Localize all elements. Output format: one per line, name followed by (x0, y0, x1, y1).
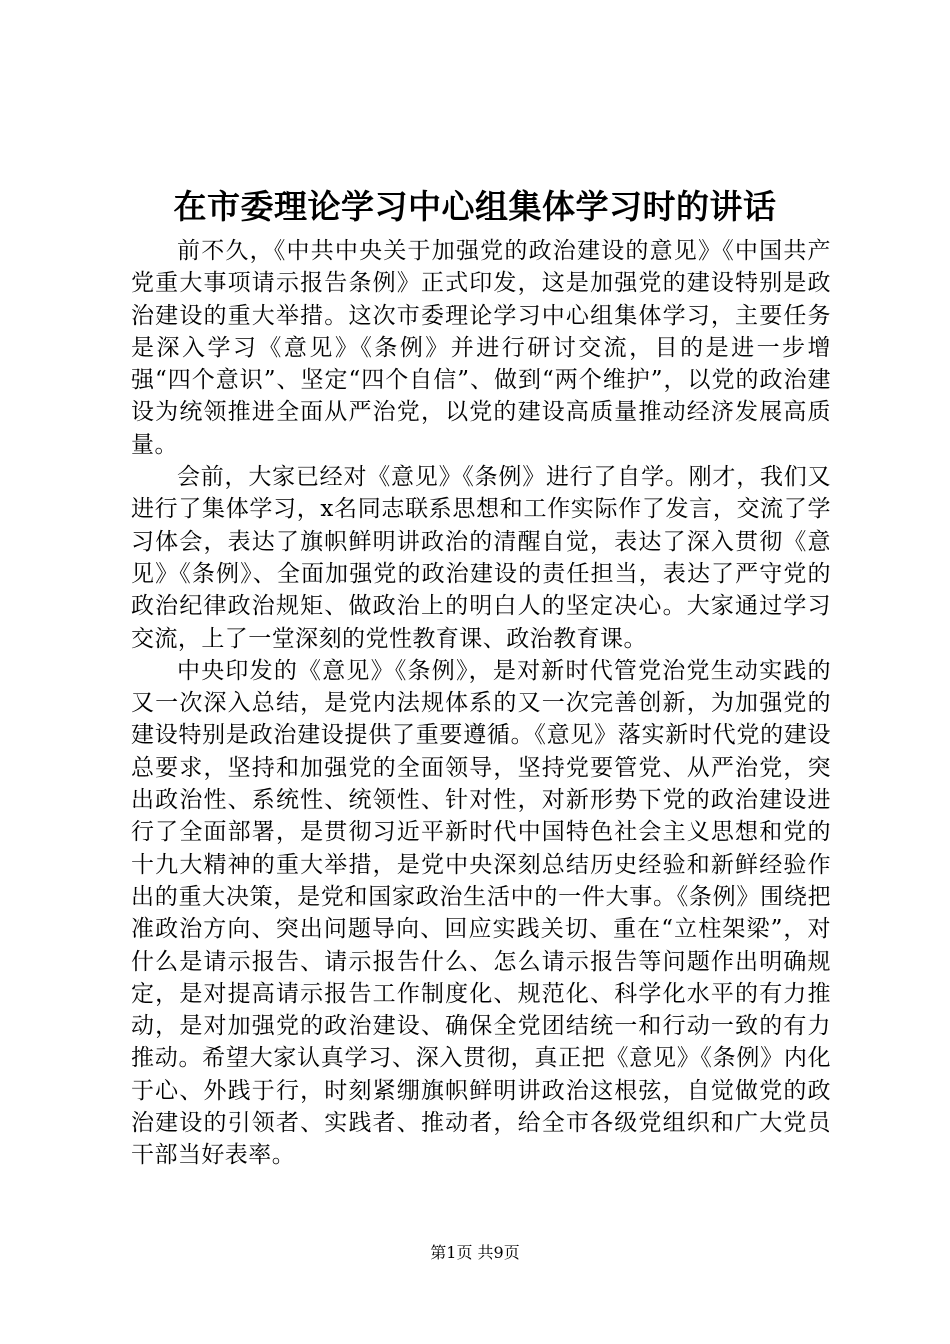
paragraph-2: 会前，大家已经对《意见》《条例》进行了自学。刚才，我们又进行了集体学习，x名同志联系思想和工作实际作了发言，交流了学习体会，表达了旗帜鲜明讲政治的清醒自觉，表达了深入贯彻《意见》《条例》、全面加强党的政治建设的责任担当，表达了严守党的政治纪律政治规矩、做政治上的明白人的坚定决心。大家通过学习交流，上了一堂深刻的党性教育课、政治教育课。 (131, 464, 831, 652)
page-number-footer: 第1页 共9页 (430, 1243, 520, 1262)
document-title: 在市委理论学习中心组集体学习时的讲话 (173, 187, 777, 226)
paragraph-3: 中央印发的《意见》《条例》，是对新时代管党治党生动实践的又一次深入总结，是党内法规体系的又一次完善创新，为加强党的建设特别是政治建设提供了重要遵循。《意见》落实新时代党的建设总要求，坚持和加强党的全面领导，坚持党要管党、从严治党，突出政治性、系统性、统领性、针对性，对新形势下党的政治建设进行了全面部署，是贯彻习近平新时代中国特色社会主义思想和党的十九大精神的重大举措，是党中央深刻总结历史经验和新鲜经验作出的重大决策，是党和国家政治生活中的一件大事。《条例》围绕把准政治方向、突出问题导向、回应实践关切、重在“立柱架梁”，对什么是请示报告、请示报告什么、怎么请示报告等问题作出明确规定，是对提高请示报告工作制度化、规范化、科学化水平的有力推动，是对加强党的政治建设、确保全党团结统一和行动一致的有力推动。希望大家认真学习、深入贯彻，真正把《意见》《条例》内化于心、外践于行，时刻紧绷旗帜鲜明讲政治这根弦，自觉做党的政治建设的引领者、实践者、推动者，给全市各级党组织和广大党员干部当好表率。 (131, 657, 831, 1169)
paragraph-1: 前不久，《中共中央关于加强党的政治建设的意见》《中国共产党重大事项请示报告条例》正式印发，这是加强党的建设特别是政治建设的重大举措。这次市委理论学习中心组集体学习，主要任务是深入学习《意见》《条例》并进行研讨交流，目的是进一步增强“四个意识”、坚定“四个自信”、做到“两个维护”，以党的政治建设为统领推进全面从严治党，以党的建设高质量推动经济发展高质量。 (131, 238, 831, 458)
document-body (131, 235, 831, 1172)
